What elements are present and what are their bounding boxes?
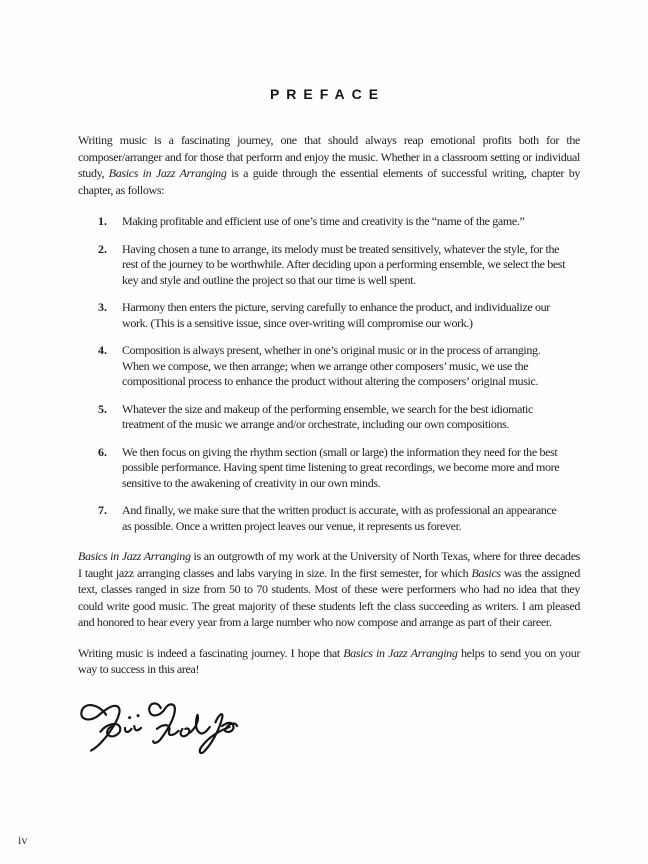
list-item <box>98 503 648 534</box>
page-number: iv <box>18 833 28 847</box>
list-item-text: Composition is always present, whether in one’s original music or in the process of arranging. When we compose, we then arrange; when we arrange other composers’ music, we use the compositional process to enhance the product without altering the composers’ original music. <box>122 343 541 388</box>
list-item <box>98 343 648 390</box>
list-item-number: 4. <box>98 343 107 357</box>
list-item-text: Whatever the size and makeup of the performing ensemble, we search for the best idiomatic treatment of the music we arrange and/or orchestrate, including our own compositions. <box>122 401 534 431</box>
list-item-number: 5. <box>98 401 107 416</box>
list-item <box>98 402 648 433</box>
list-item-number: 1. <box>98 214 107 228</box>
list-item <box>98 300 648 331</box>
list-item-number: 7. <box>98 503 107 517</box>
signature-strokes-icon <box>74 694 239 760</box>
list-item <box>98 214 648 230</box>
list-item-text: We then focus on giving the rhythm section (small or large) the information they need for the best possible performance. Having spent time listening to great recordings, we become more and more sensitive to the awakening of creativity in our own minds. <box>122 444 560 490</box>
intro-paragraph: Writing music is a fascinating journey, one that should always reap emotional profits both for the composer/arranger and for those that perform and enjoy the music. Whether in a classroom setting or individual study, Basics in Jazz Arranging is a guide through the essential elements of successful writing, chapter by chapter, as follows: <box>78 133 581 197</box>
list-item-text: Making profitable and efficient use of one’s time and creativity is the “name of the game.” <box>122 214 525 228</box>
list-item-text: Having chosen a tune to arrange, its melody must be treated sensitively, whatever the style, for the rest of the journey to be worthwhile. After deciding upon a performing ensemble, we select the best key and style and outline the project so that our time is well spent. <box>122 241 566 287</box>
list-item <box>98 445 648 492</box>
list-item-text: Harmony then enters the picture, serving carefully to enhance the product, and individualize our work. (This is a sensitive issue, since over-writing will compromise our work.) <box>122 300 550 330</box>
list-item-number: 2. <box>98 241 107 256</box>
page-title: PREFACE <box>269 86 386 102</box>
numbered-list <box>98 214 648 534</box>
list-item-text: And finally, we make sure that the written product is accurate, with as professional an appearance as possible. Once a written project leaves our venue, it represents us forever. <box>122 503 557 533</box>
list-item-number: 6. <box>98 444 107 459</box>
closing-paragraph-2: Writing music is indeed a fascinating journey. I hope that Basics in Jazz Arranging helps to send you on your way to success in this area! <box>78 645 580 676</box>
list-item-number: 3. <box>98 300 107 314</box>
list-item <box>98 242 648 289</box>
closing-paragraph-1: Basics in Jazz Arranging is an outgrowth of my work at the University of North Texas, where for three decades I taught jazz arranging classes and labs varying in size. In the first semester, for which Basics was the assigned text, classes ranged in size from 50 to 70 students. Most of these were performers who had no idea that they could write good music. The great majority of these students left the class succeeding as writers. I am pleased and honored to hear every year from a large number who now compose and arrange as part of their career. <box>78 549 580 629</box>
author-signature <box>74 694 239 760</box>
